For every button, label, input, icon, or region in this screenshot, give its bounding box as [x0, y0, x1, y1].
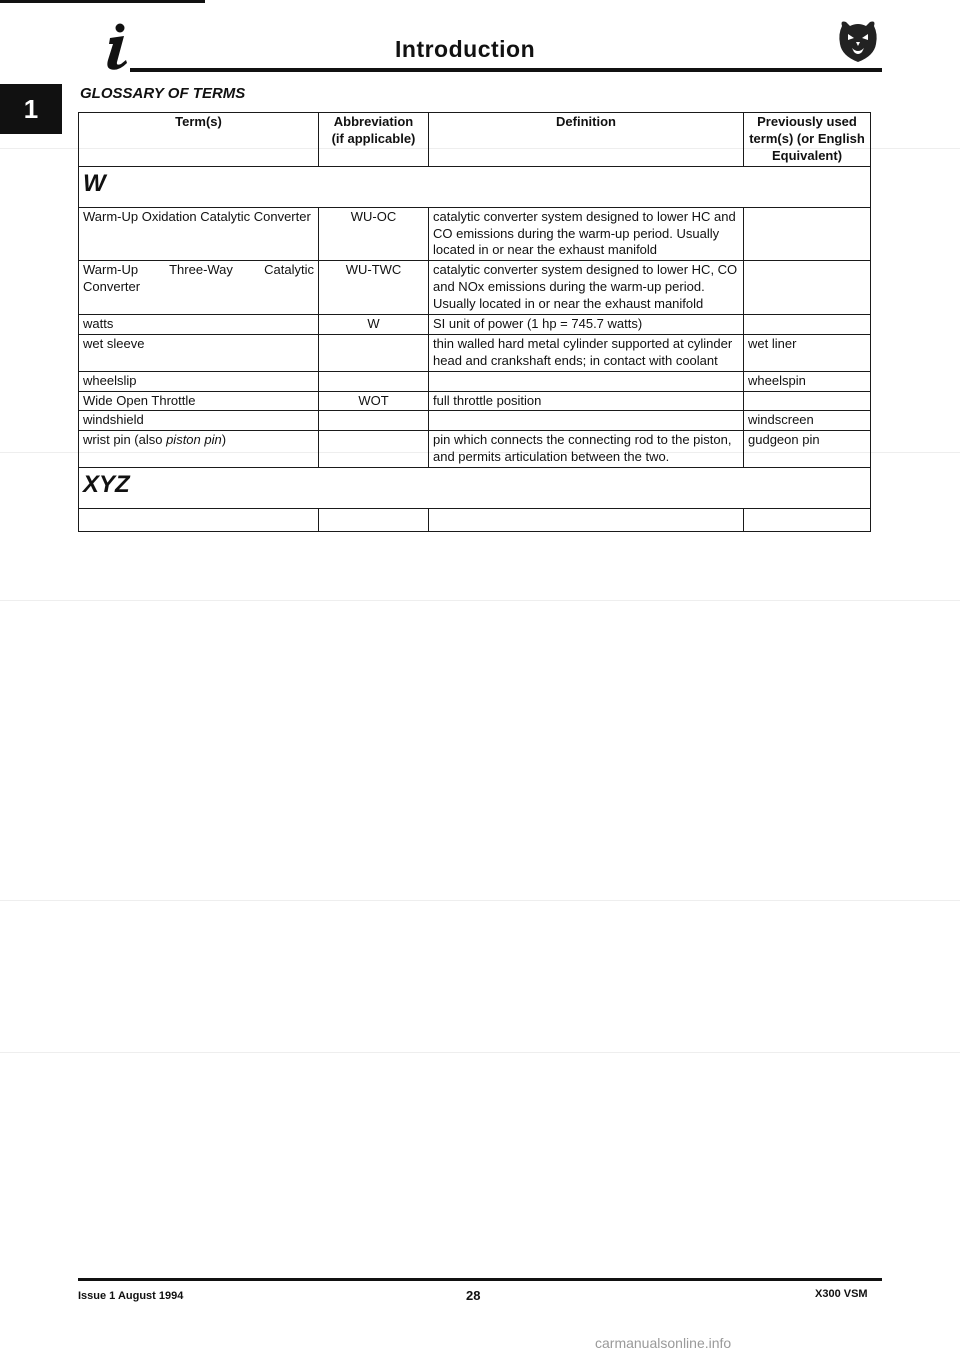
- abbreviation-cell: WOT: [319, 391, 429, 411]
- header-rule: [130, 68, 882, 72]
- definition-cell: thin walled hard metal cylinder supported at cylinder head and crankshaft ends; in contact with coolant: [429, 334, 744, 371]
- header-definition: Definition: [429, 113, 744, 167]
- section-letter-w: W: [79, 166, 871, 207]
- definition-cell: pin which connects the connecting rod to the piston, and permits articulation between the two.: [429, 431, 744, 468]
- term-cell: wet sleeve: [79, 334, 319, 371]
- table-row: [79, 431, 871, 468]
- empty-cell: [744, 509, 871, 532]
- definition-cell: catalytic converter system designed to lower HC, CO and NOx emissions during the warm-up period. Usually located in or near the exhaust manifold: [429, 261, 744, 315]
- section-letter-xyz: XYZ: [79, 468, 871, 509]
- letter-row-w: [79, 166, 871, 207]
- definition-cell: full throttle position: [429, 391, 744, 411]
- definition-cell: catalytic converter system designed to lower HC and CO emissions during the warm-up period. Usually located in or near the exhaust manifold: [429, 207, 744, 261]
- empty-cell: [319, 509, 429, 532]
- header-term: Term(s): [79, 113, 319, 167]
- previous-term-cell: wet liner: [744, 334, 871, 371]
- footer-rule: [78, 1278, 882, 1281]
- previous-term-cell: gudgeon pin: [744, 431, 871, 468]
- scan-line: [0, 1052, 960, 1053]
- empty-cell: [429, 509, 744, 532]
- term-text: wrist pin (also: [83, 432, 167, 448]
- abbreviation-cell: WU-OC: [319, 207, 429, 261]
- header-abbreviation-note: (if applicable): [331, 130, 416, 146]
- header-abbreviation: [319, 113, 429, 167]
- table-row: [79, 371, 871, 391]
- abbreviation-cell: [319, 371, 429, 391]
- term-cell: wheelslip: [79, 371, 319, 391]
- watermark: carmanualsonline.info: [595, 1335, 732, 1351]
- definition-cell: [429, 371, 744, 391]
- header-abbreviation-label: Abbreviation: [333, 114, 414, 129]
- term-text-end: ): [221, 432, 227, 448]
- top-edge-rule: [0, 0, 205, 3]
- table-row: [79, 391, 871, 411]
- info-icon: [100, 22, 134, 72]
- section-number-tab: 1: [0, 84, 62, 134]
- footer-model: X300 VSM: [815, 1288, 868, 1300]
- abbreviation-cell: [319, 334, 429, 371]
- term-cell: [79, 431, 319, 468]
- glossary-table: [78, 112, 871, 532]
- abbreviation-cell: WU-TWC: [319, 261, 429, 315]
- empty-row: [79, 509, 871, 532]
- term-cell: windshield: [79, 411, 319, 431]
- table-row: [79, 334, 871, 371]
- term-cell: Wide Open Throttle: [79, 391, 319, 411]
- previous-term-cell: [744, 261, 871, 315]
- previous-term-cell: wheelspin: [744, 371, 871, 391]
- previous-term-cell: windscreen: [744, 411, 871, 431]
- table-row: [79, 261, 871, 315]
- section-title: GLOSSARY OF TERMS: [80, 85, 246, 102]
- term-cell: watts: [79, 315, 319, 335]
- footer-issue-date: Issue 1 August 1994: [78, 1290, 184, 1302]
- header-previously-used: Previously used term(s) (or English Equivalent): [744, 113, 871, 167]
- table-row: [79, 315, 871, 335]
- table-row: [79, 207, 871, 261]
- scan-line: [0, 900, 960, 901]
- footer-page-number: 28: [466, 1288, 481, 1303]
- previous-term-cell: [744, 207, 871, 261]
- term-cell: Warm-Up Oxidation Catalytic Converter: [79, 207, 319, 261]
- term-cell: Warm-Up Three-Way Catalytic Converter: [79, 261, 319, 315]
- table-header-row: [79, 113, 871, 167]
- jaguar-head-logo-icon: [836, 18, 880, 64]
- abbreviation-cell: [319, 431, 429, 468]
- definition-cell: SI unit of power (1 hp = 745.7 watts): [429, 315, 744, 335]
- scan-line: [0, 600, 960, 601]
- letter-row-xyz: [79, 468, 871, 509]
- abbreviation-cell: W: [319, 315, 429, 335]
- previous-term-cell: [744, 315, 871, 335]
- previous-term-cell: [744, 391, 871, 411]
- table-row: [79, 411, 871, 431]
- abbreviation-cell: [319, 411, 429, 431]
- empty-cell: [79, 509, 319, 532]
- definition-cell: [429, 411, 744, 431]
- term-alias: piston pin: [166, 432, 222, 448]
- page-title: Introduction: [395, 36, 536, 62]
